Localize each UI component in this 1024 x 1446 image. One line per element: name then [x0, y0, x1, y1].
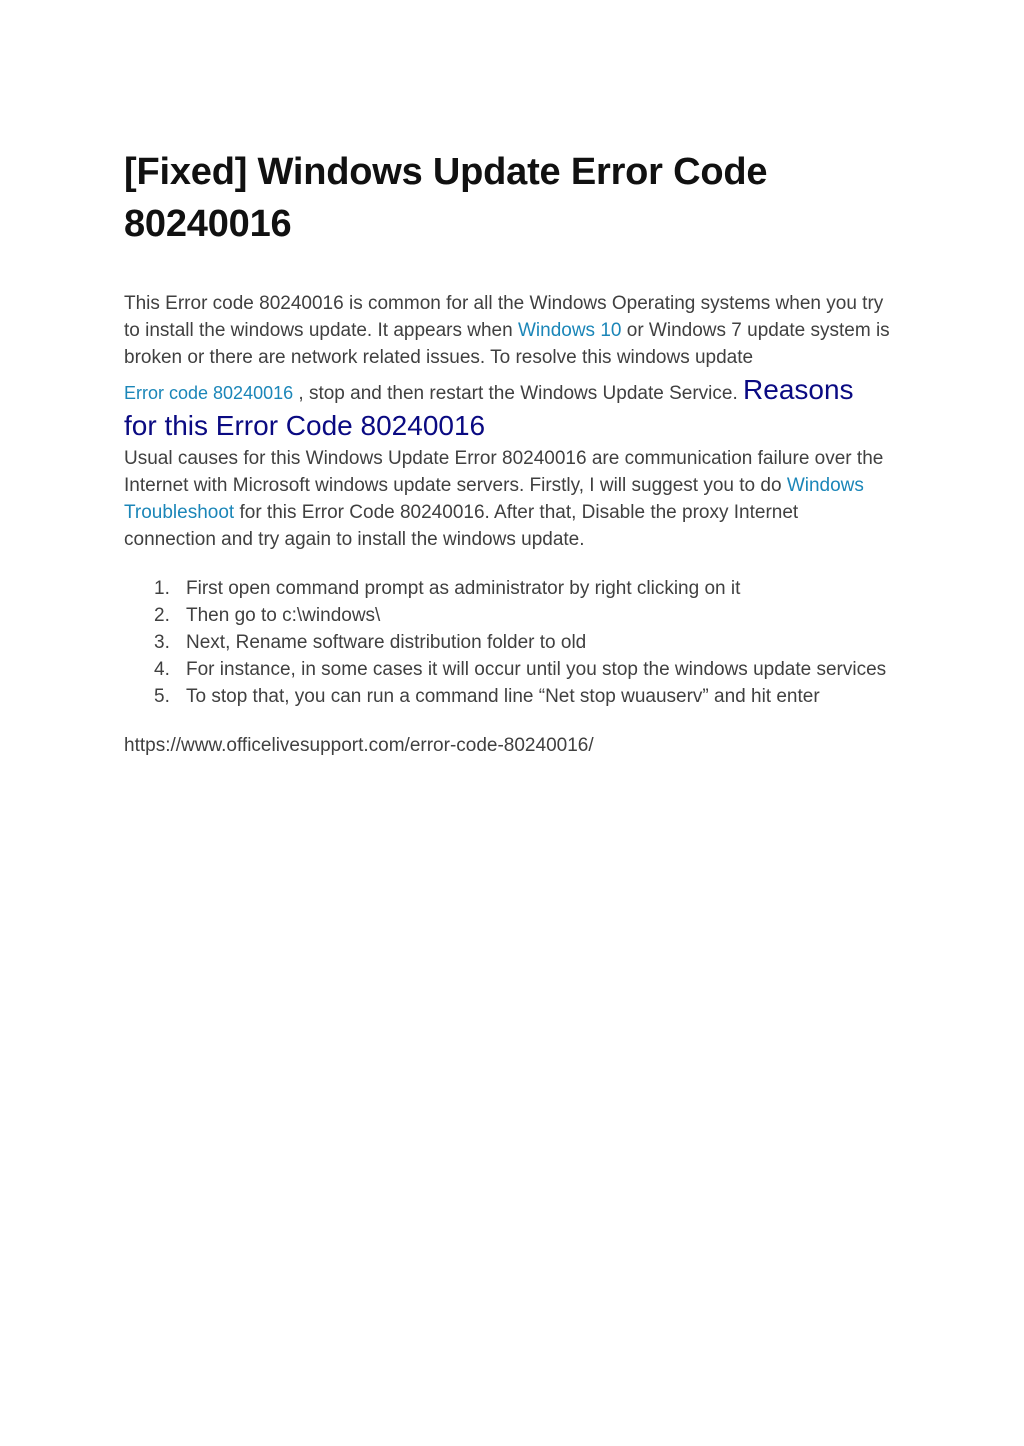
causes-paragraph — [124, 445, 894, 553]
error-code-link[interactable]: Error code 80240016 — [124, 383, 294, 403]
section-heading-part2: for this Error Code 80240016 — [124, 410, 486, 441]
intro-text-1: This Error code 80240016 is common for all the Windows Operating systems when you try to install the windows update. It appears when — [124, 293, 884, 341]
list-item-number: 1. — [154, 578, 170, 599]
list-item — [124, 602, 894, 629]
list-item — [124, 629, 894, 656]
list-item-text: Next, Rename software distribution folder to old — [186, 632, 587, 653]
list-item-number: 5. — [154, 686, 170, 707]
list-item-text: For instance, in some cases it will occur until you stop the windows update services — [186, 659, 887, 680]
causes-text-1: Usual causes for this Windows Update Error 80240016 are communication failure over the Internet with Microsoft windows update servers. Firstly, I will suggest you to do — [124, 448, 884, 496]
document-page — [124, 146, 894, 759]
list-item-text: First open command prompt as administrator by right clicking on it — [186, 578, 741, 599]
causes-text-2: for this Error Code 80240016. After that, Disable the proxy Internet connection and try again to install the windows update. — [124, 502, 799, 550]
list-item — [124, 656, 894, 683]
list-item-number: 2. — [154, 605, 170, 626]
list-item-text: To stop that, you can run a command line “Net stop wuauserv” and hit enter — [186, 686, 820, 707]
list-item-text: Then go to c:\windows\ — [186, 605, 381, 626]
intro-text-3: , stop and then restart the Windows Update Service. — [293, 383, 744, 404]
steps-list — [124, 575, 894, 710]
list-item-number: 3. — [154, 632, 170, 653]
intro-text-2: or Windows 7 update system is broken or there are network related issues. To resolve this windows update — [124, 320, 890, 368]
page-title — [124, 146, 894, 250]
list-item-number: 4. — [154, 659, 170, 680]
section-heading-part1: Reasons — [743, 374, 854, 405]
page-title-line2: 80240016 — [124, 203, 292, 245]
intro-paragraph — [124, 290, 894, 445]
list-item — [124, 575, 894, 602]
windows-troubleshoot-link[interactable]: Windows Troubleshoot — [124, 475, 864, 523]
windows-10-link[interactable]: Windows 10 — [517, 320, 622, 341]
source-url: https://www.officelivesupport.com/error-code-80240016/ — [124, 735, 594, 756]
page-title-line1: [Fixed] Windows Update Error Code — [124, 151, 768, 193]
list-item — [124, 683, 894, 710]
